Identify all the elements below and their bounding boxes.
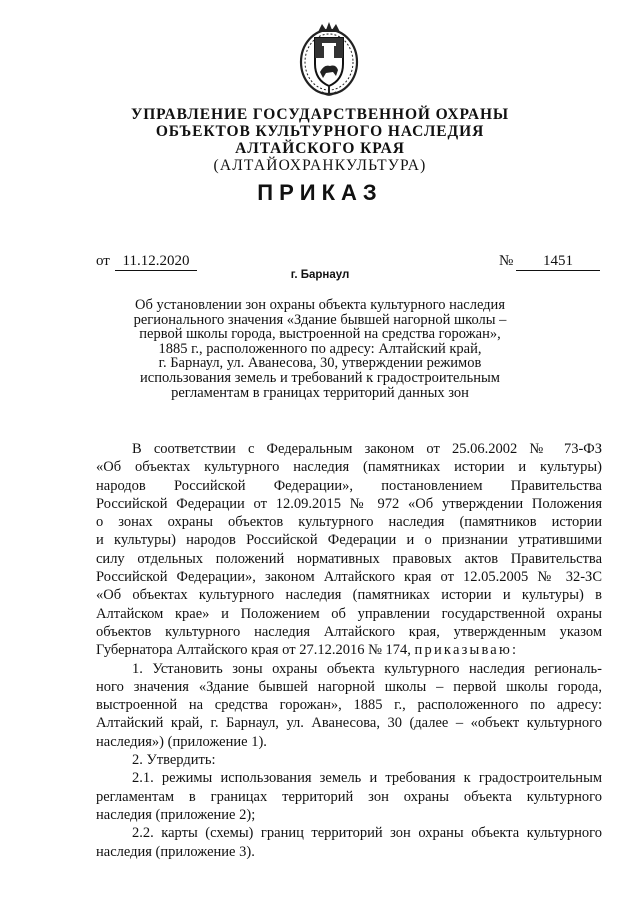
order-subject: [120, 298, 520, 400]
item-1-line: наследия») (приложение 1).: [96, 733, 267, 750]
body-line: Российской Федерации», законом Алтайского края от 12.05.2005 № 32-ЗС: [96, 569, 602, 586]
body-line: о зонах охраны объектов культурного наследия (памятников истории: [96, 514, 602, 531]
item-1-line: 1. Установить зоны охраны объекта культурного наследия региональ-: [132, 660, 602, 677]
altai-krai-coat-of-arms-icon: [298, 20, 360, 98]
item-1-line: ного значения «Здание бывшей нагорной школы – первой школы города,: [96, 678, 602, 695]
item-1-line: Алтайский край, г. Барнаул, ул. Аванесова, 30 (далее – «объект культурного: [96, 715, 602, 732]
subject-line: использования земель и требований к градостроительным: [140, 369, 500, 386]
org-name-line-2: ОБЪЕКТОВ КУЛЬТУРНОГО НАСЛЕДИЯ: [155, 123, 485, 140]
body-line: Российской Федерации от 12.09.2015 № 972 «Об утверждении Положения: [96, 495, 602, 512]
item-2-1-line: 2.1. режимы использования земель и требования к градостроительным: [132, 770, 602, 787]
item-2-heading: 2. Утвердить:: [132, 752, 216, 769]
item-2-1-line: наследия (приложение 2);: [96, 806, 256, 823]
body-line: объектов культурного наследия Алтайского края, утвержденным указом: [96, 623, 602, 640]
body-line: народов Российской Федерации», постановлением Правительства: [96, 477, 602, 494]
body-line-prefix: Губернатора Алтайского края от 27.12.2016 № 174,: [96, 642, 411, 659]
body-line-final: [96, 641, 602, 659]
org-name-line-3: АЛТАЙСКОГО КРАЯ: [235, 140, 405, 157]
body-line: и культуры) народов Российской Федерации и о признании утратившими: [96, 532, 602, 549]
body-line: силу отдельных положений нормативных правовых актов Правительства: [96, 550, 602, 567]
item-1-line: выстроенной на средства горожан», 1885 г., расположенного по адресу:: [96, 697, 602, 714]
subject-line: регламентам в границах территорий данных зон: [171, 384, 469, 401]
date-prefix: от: [96, 253, 110, 269]
org-abbreviation: (АЛТАЙОХРАНКУЛЬТУРА): [213, 157, 427, 174]
body-line: «Об объектах культурного наследия (памятниках истории и культуры): [96, 459, 602, 476]
item-2-2-line: 2.2. карты (схемы) границ территорий зон охраны объекта культурного: [132, 825, 602, 842]
subject-line: Об установлении зон охраны объекта культурного наследия: [135, 297, 505, 313]
document-type-title: ПРИКАЗ: [257, 180, 383, 205]
subject-line: 1885 г., расположенного по адресу: Алтайский край,: [158, 340, 482, 357]
item-2-2-line: наследия (приложение 3).: [96, 843, 255, 860]
order-keyword: приказываю:: [414, 642, 519, 659]
body-line: «Об объектах культурного наследия (памятниках истории и культуры) в: [96, 587, 602, 604]
issue-city: г. Барнаул: [290, 269, 350, 281]
order-date: 11.12.2020: [115, 253, 197, 271]
subject-line: г. Барнаул, ул. Аванесова, 30, утверждении режимов: [158, 355, 482, 372]
order-body: [96, 440, 602, 861]
body-line: В соответствии с Федеральным законом от 25.06.2002 № 73-ФЗ: [132, 441, 602, 457]
org-name-line-1: УПРАВЛЕНИЕ ГОСУДАРСТВЕННОЙ ОХРАНЫ: [130, 106, 510, 123]
order-number: 1451: [516, 253, 600, 271]
body-line: Алтайском крае» и Положением об управлении государственной охраны: [96, 605, 602, 622]
subject-line: первой школы города, выстроенной на средства горожан»,: [139, 326, 501, 343]
item-2-1-line: регламентам в границах территорий зон охраны объекта культурного: [96, 788, 602, 805]
subject-line: регионального значения «Здание бывшей нагорной школы –: [133, 311, 507, 328]
number-sign: №: [499, 253, 514, 269]
